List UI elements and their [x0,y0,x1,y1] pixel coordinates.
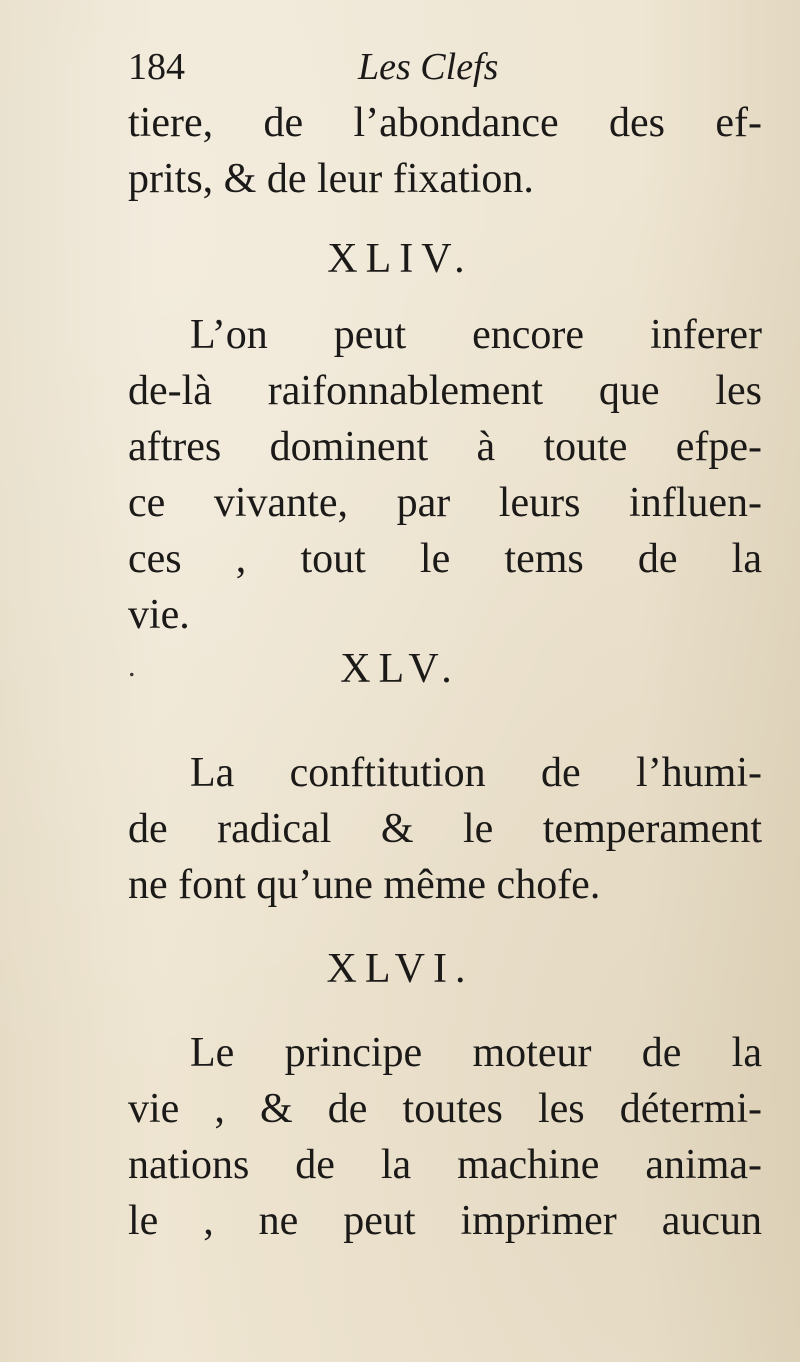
text-line: prits, & de leur fixation. [128,156,534,202]
page-number: 184 [128,46,185,88]
section-heading: XLV. [340,646,460,692]
paragraph-line: aftres dominent à toute efpe- [128,424,762,470]
paragraph-line: ce vivante, par leurs influen- [128,480,762,526]
running-header [128,42,558,92]
paragraph-line: vie , & de toutes les détermi- [128,1086,762,1132]
paragraph-line: le , ne peut imprimer aucun [128,1198,762,1244]
section-heading: XLVI. [326,946,474,992]
stray-mark: . [128,650,136,683]
paragraph-line: de radical & le temperament [128,806,762,852]
paragraph-line: nations de la machine anima- [128,1142,762,1188]
text-line: tiere, de l’abondance des ef- [128,100,762,146]
paragraph-line: ces , tout le tems de la [128,536,762,582]
paragraph-line: vie. [128,592,190,638]
section-heading: XLIV. [327,236,473,282]
paragraph-line: ne font qu’une même chofe. [128,862,601,908]
paragraph-line: L’on peut encore inferer [190,312,762,358]
paragraph-line: de-là raifonnablement que les [128,368,762,414]
paragraph-line: La conftitution de l’humi- [190,750,762,796]
running-title: Les Clefs [358,46,499,88]
paragraph-line: Le principe moteur de la [190,1030,762,1076]
